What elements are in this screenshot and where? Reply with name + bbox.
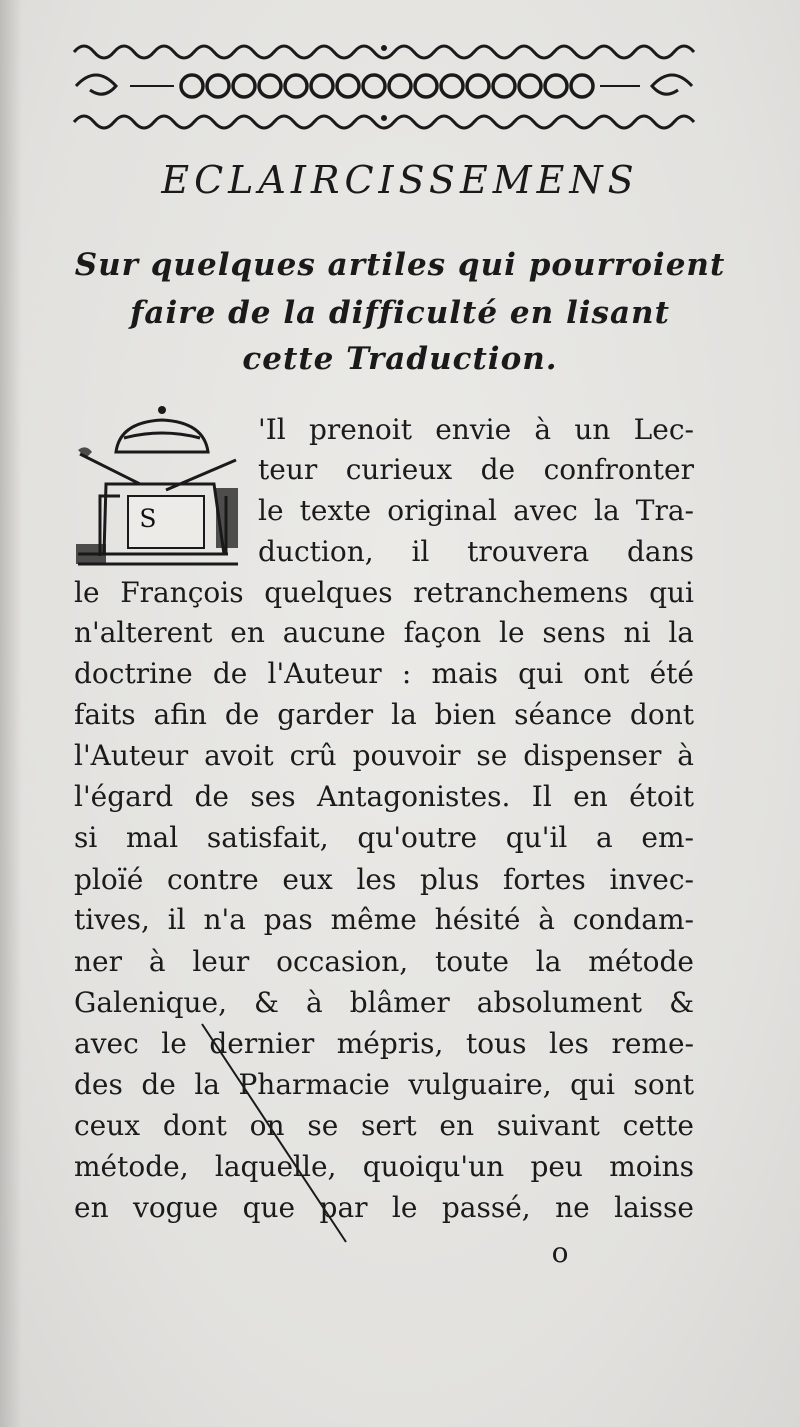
text-line-2: teur curieux de confronter [258, 453, 694, 486]
text-line-16: avec le dernier mépris, tous les reme- [74, 1027, 694, 1060]
text-line-5: le François quelques retranchemens qui [74, 576, 694, 609]
text-line-14: ner à leur occasion, toute la métode [74, 945, 694, 978]
drop-cap-letter: S [139, 504, 157, 533]
gutter-shadow [0, 0, 22, 1427]
subtitle-line-2: faire de la difficulté en lisant [130, 295, 670, 331]
decorative-headband-ornament [70, 34, 698, 132]
text-line-11: si mal satisfait, qu'outre qu'il a em- [74, 821, 694, 854]
text-line-12: ploïé contre eux les plus fortes invec- [74, 863, 694, 896]
subtitle-line-3: cette Traduction. [242, 341, 558, 377]
signature-mark: o [551, 1236, 569, 1269]
text-line-9: l'Auteur avoit crû pouvoir se dispenser à [74, 739, 694, 772]
text-line-19: métode, laquelle, quoiqu'un peu moins [74, 1150, 694, 1183]
text-line-7: doctrine de l'Auteur : mais qui ont été [74, 657, 694, 690]
text-line-18: ceux dont on se sert en suivant cette [74, 1109, 694, 1142]
text-line-17: des de la Pharmacie vulguaire, qui sont [74, 1068, 694, 1101]
text-line-13: tives, il n'a pas même hésité à condam- [74, 903, 694, 936]
page-title: ECLAIRCISSEMENS [161, 158, 639, 202]
text-line-15: Galenique, & à blâmer absolument & [74, 986, 694, 1019]
text-line-1: 'Il prenoit envie à un Lec- [258, 413, 694, 446]
crowned-initial-illustration [76, 404, 246, 574]
text-line-10: l'égard de ses Antagonistes. Il en étoit [74, 780, 694, 813]
text-line-20: en vogue que par le passé, ne laisse [74, 1191, 694, 1224]
text-line-4: duction, il trouvera dans [258, 535, 694, 568]
text-line-3: le texte original avec la Tra- [258, 494, 694, 527]
text-line-8: faits afin de garder la bien séance dont [74, 698, 694, 731]
text-line-6: n'alterent en aucune façon le sens ni la [74, 616, 694, 649]
ink-stroke-mark [196, 1020, 356, 1245]
subtitle-line-1: Sur quelques artiles qui pourroient [74, 247, 726, 283]
